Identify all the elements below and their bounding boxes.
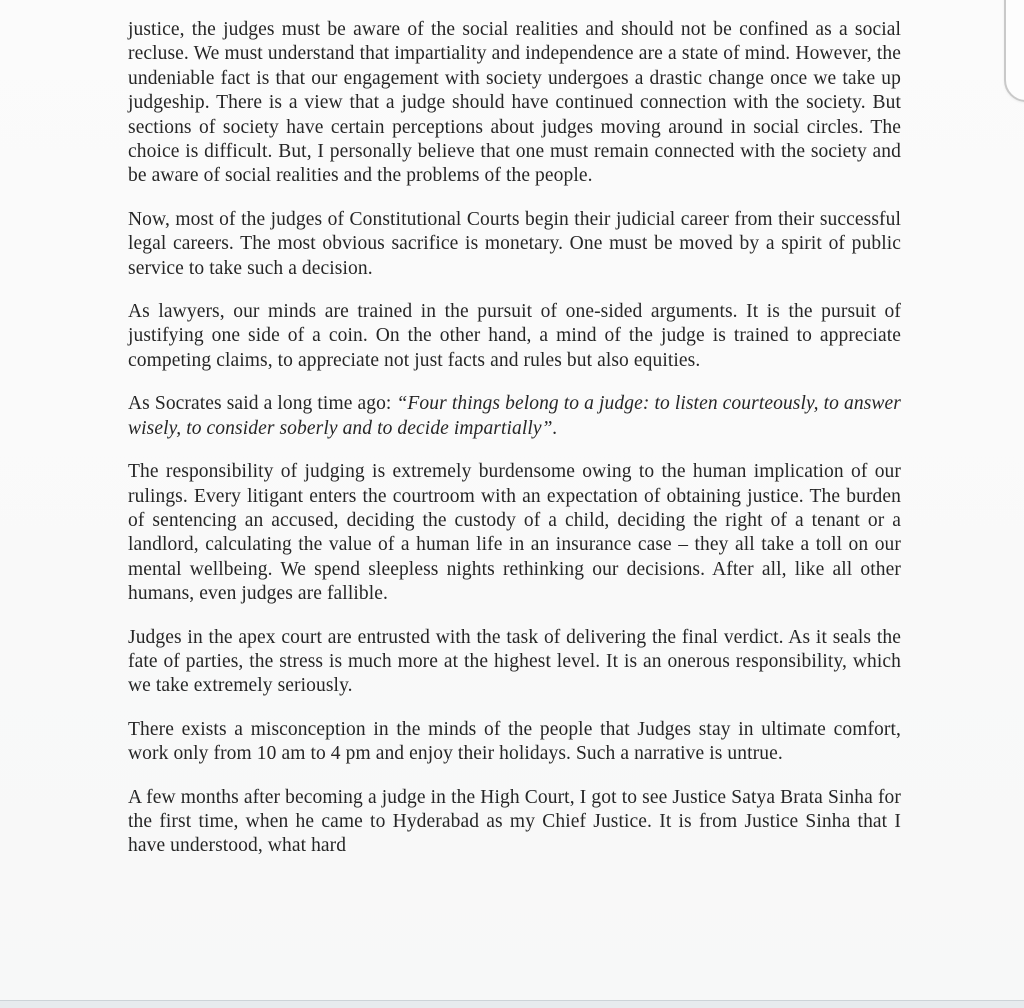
paragraph: Now, most of the judges of Constitutional Courts begin their judicial career from their successful legal careers. The most obvious sacrifice is monetary. One must be moved by a spirit of public service to take such a decision. — [128, 208, 901, 279]
paragraph: Judges in the apex court are entrusted with the task of delivering the final verdict. As it seals the fate of parties, the stress is much more at the highest level. It is an onerous responsibility, which we take extremely seriously. — [128, 626, 901, 697]
document-text-column — [128, 18, 901, 878]
paragraph: As lawyers, our minds are trained in the pursuit of one-sided arguments. It is the pursuit of justifying one side of a coin. On the other hand, a mind of the judge is trained to appreciate competing claims, to appreciate not just facts and rules but also equities. — [128, 301, 901, 371]
bottom-edge-bar — [0, 1000, 1024, 1008]
paragraph: A few months after becoming a judge in the High Court, I got to see Justice Satya Brata Sinha for the first time, when he came to Hyderabad as my Chief Justice. It is from Justice Sinha that I have understood, what hard — [128, 786, 901, 857]
paragraph: There exists a misconception in the minds of the people that Judges stay in ultimate comfort, work only from 10 am to 4 pm and enjoy their holidays. Such a narrative is untrue. — [128, 718, 901, 765]
paragraph-socrates-quote — [128, 392, 901, 441]
paragraph: justice, the judges must be aware of the social realities and should not be confined as a social recluse. We must understand that impartiality and independence are a state of mind. However, the undeniable fact is that our engagement with society undergoes a drastic change once we take up judgeship. There is a view that a judge should have continued connection with the society. But sections of society have certain perceptions about judges moving around in social circles. The choice is difficult. But, I personally believe that one must remain connected with the society and be aware of social realities and the problems of the people. — [128, 19, 901, 187]
paragraph: The responsibility of judging is extremely burdensome owing to the human implication of our rulings. Every litigant enters the courtroom with an expectation of obtaining justice. The burden of sentencing an accused, deciding the custody of a child, deciding the right of a tenant or a landlord, calculating the value of a human life in an insurance case – they all take a toll on our mental wellbeing. We spend sleepless nights rethinking our decisions. After all, like all other humans, even judges are fallible. — [128, 461, 901, 605]
quote-intro-text: As Socrates said a long time ago: — [128, 393, 397, 415]
quote-italic-text: “Four things belong to a judge: to listen courteously, to answer wisely, to consider soberly and to decide impartially”. — [128, 393, 901, 439]
scroll-handle[interactable] — [1004, 0, 1024, 102]
